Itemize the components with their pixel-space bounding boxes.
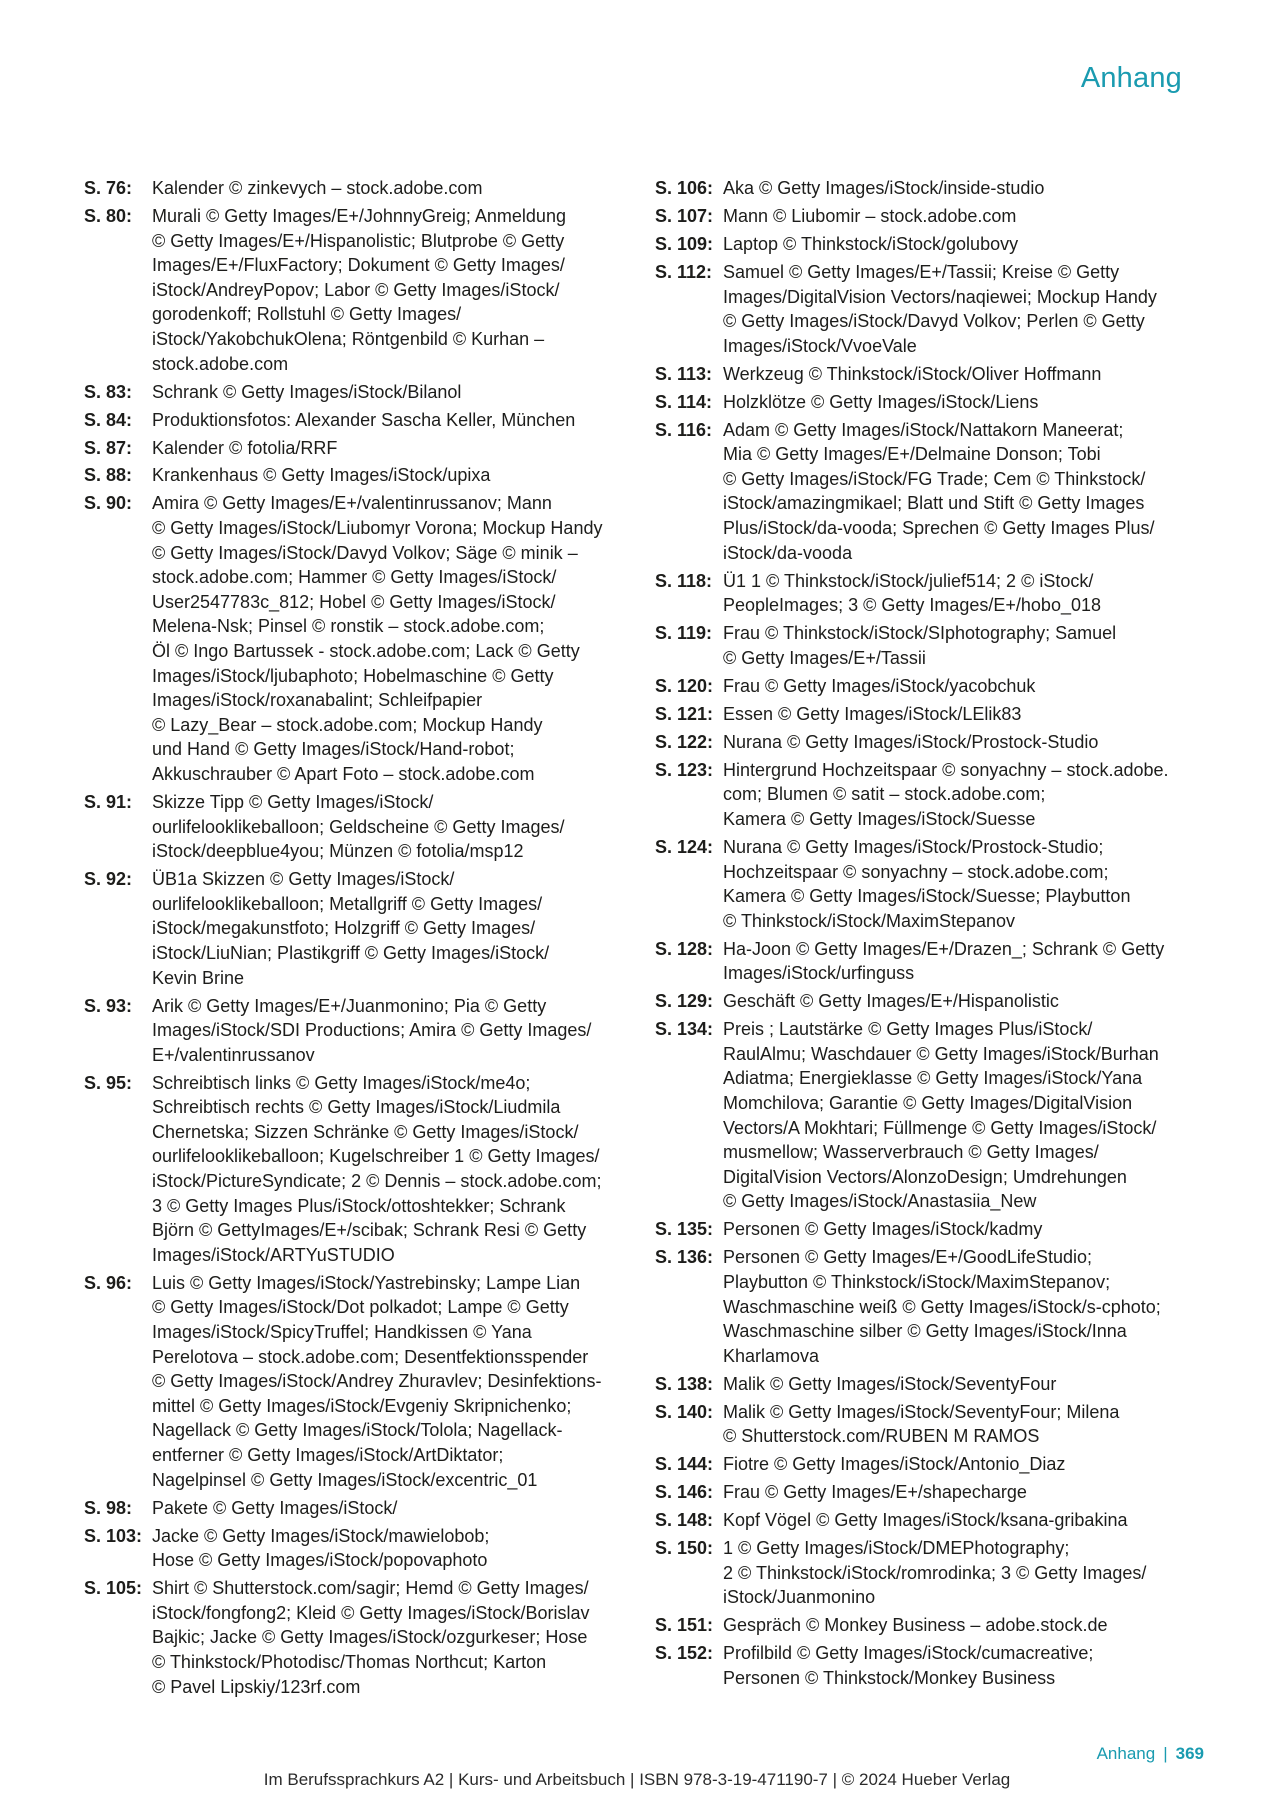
credit-entry [84, 1071, 632, 1268]
credit-text: 1 © Getty Images/iStock/DMEPhotography; 2 © Thinkstock/iStock/romrodinka; 3 © Getty Images/ iStock/Juanmonino [723, 1538, 1147, 1608]
credit-page-ref: S. 84: [84, 409, 133, 430]
credit-page-ref: S. 135: [655, 1219, 714, 1240]
credit-text: Adam © Getty Images/iStock/Nattakorn Maneerat; Mia © Getty Images/E+/Delmaine Donson; Tobi © Getty Images/iStock/FG Trade; Cem © Thinkstock/ iStock/amazingmikael; Blatt und Stift © Getty Images Plus/iStock/da-vooda; Sprechen © Getty Images Plus/ iStock/da-vooda [723, 419, 1155, 563]
credit-entry [84, 1496, 632, 1521]
credit-text: ÜB1a Skizzen © Getty Images/iStock/ ourlifelooklikeballoon; Metallgriff © Getty Images/ iStock/megakunstfoto; Holzgriff © Getty Images/ iStock/LiuNian; Plastikgriff © Getty Images/iStock/ Kevin Brine [152, 869, 550, 988]
footer-section-label: Anhang [1096, 1744, 1156, 1763]
credit-text: Schrank © Getty Images/iStock/Bilanol [152, 381, 462, 402]
credit-page-ref: S. 122: [655, 731, 714, 752]
credit-page-ref: S. 140: [655, 1401, 714, 1422]
credit-page-ref: S. 109: [655, 233, 714, 254]
credit-entry [655, 362, 1195, 387]
credit-page-ref: S. 136: [655, 1247, 714, 1268]
credit-text: Geschäft © Getty Images/E+/Hispanolistic [723, 991, 1059, 1012]
credits-column-right [655, 176, 1195, 1694]
credit-text: Skizze Tipp © Getty Images/iStock/ ourlifelooklikeballoon; Geldscheine © Getty Images/ iStock/deepblue4you; Münzen © fotolia/msp12 [152, 791, 565, 862]
credit-text: Luis © Getty Images/iStock/Yastrebinsky; Lampe Lian © Getty Images/iStock/Dot polkadot; Lampe © Getty Images/iStock/SpicyTruffel; Handkissen © Yana Perelotova – stock.adobe.com; Desentfektionsspender © Getty Images/iStock/Andrey Zhuravlev; Desinfektions- mittel © Getty Images/iStock/Evgeniy Skripnichenko; Nagellack © Getty Images/iStock/Tolola; Nagellack- entferner © Getty Images/iStock/ArtDiktator; Nagelpinsel © Getty Images/iStock/excentric_01 [152, 1272, 602, 1490]
credit-page-ref: S. 124: [655, 836, 714, 857]
credit-entry [84, 436, 632, 461]
credit-entry [655, 232, 1195, 257]
credit-page-ref: S. 138: [655, 1373, 714, 1394]
credit-text: Werkzeug © Thinkstock/iStock/Oliver Hoffmann [723, 363, 1102, 384]
credit-entry [655, 1508, 1195, 1533]
credit-entry [655, 621, 1195, 670]
credit-entry [655, 1641, 1195, 1690]
credit-entry [655, 730, 1195, 755]
credit-text: Mann © Liubomir – stock.adobe.com [723, 205, 1017, 226]
credit-page-ref: S. 150: [655, 1538, 714, 1559]
credit-entry [84, 463, 632, 488]
footer-section [1097, 1744, 1204, 1764]
credit-entry [84, 790, 632, 864]
credit-entry [655, 260, 1195, 358]
credit-text: Aka © Getty Images/iStock/inside-studio [723, 178, 1045, 198]
credit-page-ref: S. 93: [84, 995, 133, 1016]
credit-page-ref: S. 103: [84, 1525, 143, 1546]
credit-page-ref: S. 134: [655, 1019, 714, 1040]
page-number: 369 [1175, 1744, 1204, 1763]
credit-entry [655, 390, 1195, 415]
credit-page-ref: S. 123: [655, 759, 714, 780]
credit-text: Kopf Vögel © Getty Images/iStock/ksana-gribakina [723, 1510, 1128, 1531]
credit-page-ref: S. 129: [655, 991, 714, 1012]
credit-entry [655, 989, 1195, 1014]
credit-text: Profilbild © Getty Images/iStock/cumacreative; Personen © Thinkstock/Monkey Business [723, 1643, 1094, 1688]
credit-text: Produktionsfotos: Alexander Sascha Keller, München [152, 409, 576, 430]
credit-page-ref: S. 119: [655, 623, 713, 644]
credit-entry [655, 1217, 1195, 1242]
credit-text: Frau © Thinkstock/iStock/SIphotography; Samuel © Getty Images/E+/Tassii [723, 623, 1117, 668]
imprint-line: Im Berufssprachkurs A2 | Kurs- und Arbeitsbuch | ISBN 978-3-19-471190-7 | © 2024 Hueber Verlag [263, 1770, 1011, 1789]
credit-text: Amira © Getty Images/E+/valentinrussanov; Mann © Getty Images/iStock/Liubomyr Vorona; Mockup Handy © Getty Images/iStock/Davyd Volkov; Säge © minik – stock.adobe.com; Hammer © Getty Images/iStock/ User2547783c_812; Hobel © Getty Images/iStock/ Melena-Nsk; Pinsel © ronstik – stock.adobe.com; Öl © Ingo Bartussek - stock.adobe.com; Lack © Getty Images/iStock/ljubaphoto; Hobelmaschine © Getty Images/iStock/roxanabalint; Schleifpapier © Lazy_Bear – stock.adobe.com; Mockup Handy und Hand © Getty Images/iStock/Hand-robot; Akkuschrauber © Apart Foto – stock.adobe.com [152, 493, 603, 784]
credit-entry [655, 569, 1195, 618]
credit-page-ref: S. 151: [655, 1615, 714, 1636]
credit-text: Laptop © Thinkstock/iStock/golubovy [723, 233, 1019, 254]
credit-page-ref: S. 113: [655, 363, 713, 384]
credit-text: Kalender © fotolia/RRF [152, 437, 338, 458]
credit-entry [84, 994, 632, 1068]
credit-page-ref: S. 112: [655, 261, 713, 282]
credit-page-ref: S. 96: [84, 1272, 133, 1293]
credit-entry [84, 1576, 632, 1699]
credit-page-ref: S. 152: [655, 1643, 714, 1664]
credit-entry [655, 418, 1195, 566]
credit-entry [84, 1271, 632, 1492]
credit-text: Shirt © Shutterstock.com/sagir; Hemd © Getty Images/ iStock/fongfong2; Kleid © Getty Images/iStock/Borislav Bajkic; Jacke © Getty Images/iStock/ozgurkeser; Hose © Thinkstock/Photodisc/Thomas Northcut; Karton © Pavel Lipskiy/123rf.com [152, 1578, 590, 1697]
credit-text: Holzklötze © Getty Images/iStock/Liens [723, 391, 1039, 412]
credit-page-ref: S. 91: [84, 791, 133, 812]
credit-entry [655, 835, 1195, 933]
credit-entry [655, 674, 1195, 699]
page-title: Anhang [1080, 62, 1182, 94]
credit-text: Arik © Getty Images/E+/Juanmonino; Pia © Getty Images/iStock/SDI Productions; Amira © Getty Images/ E+/valentinrussanov [152, 995, 592, 1065]
credit-page-ref: S. 144: [655, 1454, 714, 1475]
credits-column-left [84, 176, 632, 1702]
credit-text: Frau © Getty Images/iStock/yacobchuk [723, 675, 1036, 696]
credit-text: Essen © Getty Images/iStock/LElik83 [723, 703, 1022, 724]
credit-text: Krankenhaus © Getty Images/iStock/upixa [152, 465, 491, 486]
credit-text: Samuel © Getty Images/E+/Tassii; Kreise © Getty Images/DigitalVision Vectors/naqiewei; Mockup Handy © Getty Images/iStock/Davyd Volkov; Perlen © Getty Images/iStock/VvoeVale [723, 261, 1157, 356]
credit-entry [84, 204, 632, 376]
credit-entry [655, 1017, 1195, 1214]
credit-entry [655, 702, 1195, 727]
credit-text: Preis ; Lautstärke © Getty Images Plus/iStock/ RaulAlmu; Waschdauer © Getty Images/iStock/Burhan Adiatma; Energieklasse © Getty Images/iStock/Yana Momchilova; Garantie © Getty Images/DigitalVision Vectors/A Mokhtari; Füllmenge © Getty Images/iStock/ musmellow; Wasserverbrauch © Getty Images/ DigitalVision Vectors/AlonzoDesign; Umdrehungen © Getty Images/iStock/Anastasiia_New [723, 1019, 1159, 1212]
credit-page-ref: S. 120: [655, 675, 714, 696]
credit-page-ref: S. 118: [655, 570, 713, 591]
credit-entry [84, 176, 632, 201]
credit-entry [84, 491, 632, 786]
credit-entry [655, 204, 1195, 229]
credit-page-ref: S. 105: [84, 1578, 143, 1599]
credit-entry [655, 1452, 1195, 1477]
credit-text: Ha-Joon © Getty Images/E+/Drazen_; Schrank © Getty Images/iStock/urfinguss [723, 938, 1165, 984]
credit-entry [655, 1372, 1195, 1397]
credit-page-ref: S. 88: [84, 465, 133, 486]
credit-page-ref: S. 128: [655, 938, 714, 959]
credit-entry [655, 758, 1195, 832]
credit-entry [655, 937, 1195, 986]
credit-text: Personen © Getty Images/E+/GoodLifeStudio; Playbutton © Thinkstock/iStock/MaximStepanov; Waschmaschine weiß © Getty Images/iStock/s-cphoto; Waschmaschine silber © Getty Images/iStock/Inna Kharlamova [723, 1247, 1161, 1366]
credit-entry [655, 1245, 1195, 1368]
credit-entry [655, 176, 1195, 201]
credit-entry [84, 867, 632, 990]
credit-page-ref: S. 95: [84, 1072, 133, 1093]
credit-entry [84, 380, 632, 405]
credit-page-ref: S. 98: [84, 1497, 133, 1518]
credit-text: Malik © Getty Images/iStock/SeventyFour; Milena © Shutterstock.com/RUBEN M RAMOS [723, 1401, 1120, 1447]
credit-text: Hintergrund Hochzeitspaar © sonyachny – stock.adobe. com; Blumen © satit – stock.adobe.com; Kamera © Getty Images/iStock/Suesse [723, 759, 1169, 829]
credit-page-ref: S. 148: [655, 1510, 714, 1531]
credit-text: Jacke © Getty Images/iStock/mawielobob; Hose © Getty Images/iStock/popovaphoto [152, 1525, 490, 1571]
credit-entry [84, 1524, 632, 1573]
credit-text: Kalender © zinkevych – stock.adobe.com [152, 178, 483, 198]
credit-page-ref: S. 114: [655, 391, 713, 412]
credit-text: Malik © Getty Images/iStock/SeventyFour [723, 1373, 1057, 1394]
credit-text: Fiotre © Getty Images/iStock/Antonio_Diaz [723, 1454, 1066, 1475]
credit-entry [84, 408, 632, 433]
credit-entry [655, 1400, 1195, 1449]
credit-text: Nurana © Getty Images/iStock/Prostock-Studio; Hochzeitspaar © sonyachny – stock.adobe.com; Kamera © Getty Images/iStock/Suesse; Playbutton © Thinkstock/iStock/MaximStepanov [723, 836, 1131, 931]
credit-page-ref: S. 92: [84, 869, 133, 890]
credit-text: Pakete © Getty Images/iStock/ [152, 1497, 398, 1518]
credit-page-ref: S. 83: [84, 381, 133, 402]
credit-page-ref: S. 121: [655, 703, 714, 724]
credit-entry [655, 1480, 1195, 1505]
credit-entry [655, 1536, 1195, 1610]
credit-text: Schreibtisch links © Getty Images/iStock/me4o; Schreibtisch rechts © Getty Images/iStock/Liudmila Chernetska; Sizzen Schränke © Getty Images/iStock/ ourlifelooklikeballoon; Kugelschreiber 1 © Getty Images/ iStock/PictureSyndicate; 2 © Dennis – stock.adobe.com; 3 © Getty Images Plus/iStock/ottoshtekker; Schrank Björn © GettyImages/E+/scibak; Schrank Resi © Getty Images/iStock/ARTYuSTUDIO [152, 1072, 602, 1265]
credit-text: Personen © Getty Images/iStock/kadmy [723, 1219, 1043, 1240]
credit-page-ref: S. 90: [84, 493, 133, 514]
credit-page-ref: S. 87: [84, 437, 133, 458]
credit-text: Nurana © Getty Images/iStock/Prostock-Studio [723, 731, 1099, 752]
credit-page-ref: S. 107: [655, 205, 714, 226]
credit-page-ref: S. 80: [84, 205, 133, 226]
credit-text: Murali © Getty Images/E+/JohnnyGreig; Anmeldung © Getty Images/E+/Hispanolistic; Blutprobe © Getty Images/E+/FluxFactory; Dokument © Getty Images/ iStock/AndreyPopov; Labor © Getty Images/iStock/ gorodenkoff; Rollstuhl © Getty Images/ iStock/YakobchukOlena; Röntgenbild © Kurhan – stock.adobe.com [152, 205, 566, 374]
credit-page-ref: S. 76: [84, 178, 133, 198]
credit-entry [655, 1613, 1195, 1638]
credit-text: Frau © Getty Images/E+/shapecharge [723, 1482, 1027, 1503]
credit-page-ref: S. 146: [655, 1482, 714, 1503]
credit-text: Gespräch © Monkey Business – adobe.stock.de [723, 1615, 1108, 1636]
credit-page-ref: S. 106: [655, 178, 714, 198]
credit-text: Ü1 1 © Thinkstock/iStock/julief514; 2 © iStock/ PeopleImages; 3 © Getty Images/E+/hobo_018 [723, 570, 1101, 616]
credit-page-ref: S. 116: [655, 419, 713, 440]
footer-separator: | [1163, 1744, 1168, 1763]
